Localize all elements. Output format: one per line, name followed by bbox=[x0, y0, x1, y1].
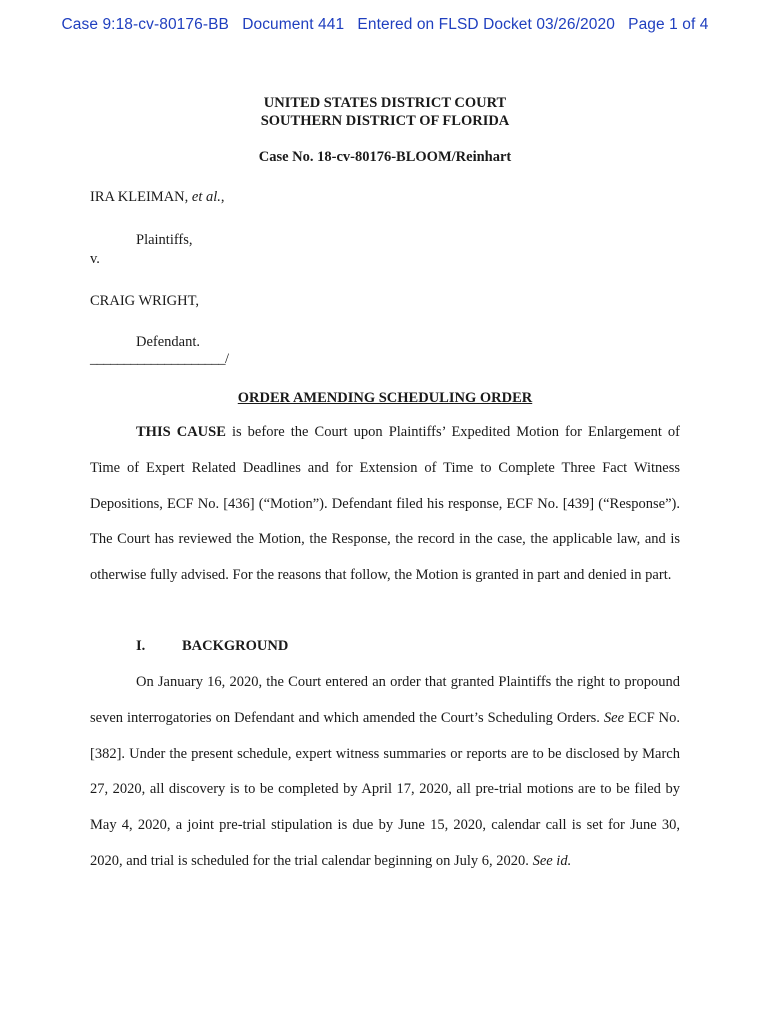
intro-paragraph-text: is before the Court upon Plaintiffs’ Expedited Motion for Enlargement of Time of Expert Related Deadlines and for Extension of Time to Complete Three Fact Witness Depositions, ECF No. [436] (“Motion”). Defendant filed his response, ECF No. [439] (“Response”). The Court has reviewed the Motion, the Response, the record in the case, the applicable law, and is otherwise fully advised. For the reasons that follow, the Motion is granted in part and denied in part. bbox=[90, 424, 680, 584]
order-title: ORDER AMENDING SCHEDULING ORDER bbox=[237, 390, 533, 406]
plaintiff-comma: , bbox=[220, 189, 225, 205]
section-title: BACKGROUND bbox=[182, 638, 289, 654]
plaintiff-et-al: et al. bbox=[191, 189, 221, 205]
intro-paragraph bbox=[90, 415, 680, 594]
court-name: UNITED STATES DISTRICT COURT bbox=[263, 95, 507, 111]
defendant-name: CRAIG WRIGHT, bbox=[90, 293, 200, 309]
court-district: SOUTHERN DISTRICT OF FLORIDA bbox=[260, 113, 510, 129]
plaintiff-name-text: IRA KLEIMAN, bbox=[90, 189, 192, 205]
see-id-signal: See id. bbox=[532, 852, 572, 869]
see-signal: See bbox=[603, 709, 625, 726]
defendant-label: Defendant. bbox=[136, 334, 201, 350]
section-number: I. bbox=[136, 638, 146, 654]
caption-signature-line: ____________________/ bbox=[90, 351, 229, 367]
plaintiff-name bbox=[90, 189, 225, 206]
case-number: Case No. 18-cv-80176-BLOOM/Reinhart bbox=[258, 149, 512, 165]
docket-header: Case 9:18-cv-80176-BB Document 441 Entered on FLSD Docket 03/26/2020 Page 1 of 4 bbox=[61, 16, 709, 33]
section-heading bbox=[136, 638, 288, 655]
background-paragraph bbox=[90, 665, 680, 880]
background-text-1: On January 16, 2020, the Court entered an order that granted Plaintiffs the right to propound seven interrogatories on Defendant and which amended the Court’s Scheduling Orders. bbox=[90, 674, 680, 726]
background-text-2: ECF No. [382]. Under the present schedule, expert witness summaries or reports are to be disclosed by March 27, 2020, all discovery is to be completed by April 17, 2020, all pre-trial motions are to be filed by May 4, 2020, a joint pre-trial stipulation is due by June 15, 2020, calendar call is set for June 30, 2020, and trial is scheduled for the trial calendar beginning on July 6, 2020. bbox=[90, 709, 680, 869]
this-cause-lead: THIS CAUSE bbox=[136, 424, 226, 440]
versus-label: v. bbox=[90, 251, 100, 267]
plaintiffs-label: Plaintiffs, bbox=[136, 232, 193, 248]
